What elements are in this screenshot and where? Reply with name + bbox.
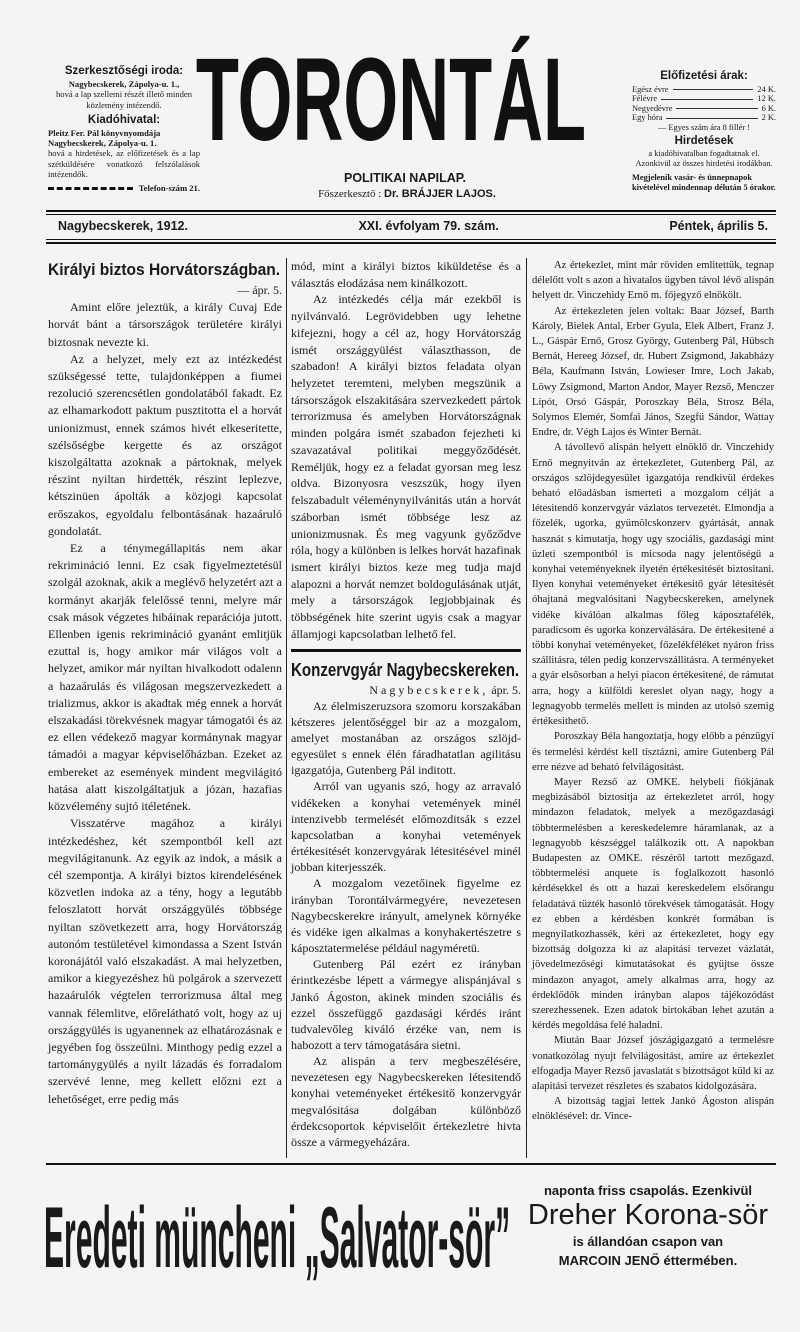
article-paragraph: A távollevő alispán helyett elnöklő dr. Vinczehidy Ernő megnyitván az értekezletet, Gutenberg Pál, az országos szlöjdegyesület igazgatója rendkivül érdekes beható előadásban ismerteti a mozgalom célját a létesitendő konzervgyár vázlatos tervezetét. Elmondja a főzelék, ugorka, gyümölcskonzerv gyártását, annak hasznát s kimutatja, hogy ugy szociális, gazdasági mint üzleti szempontból is micsoda nagy jelentőségü a konyhai veteményeknek ilyetén értékesitését biztositani. Ilyen konyhai veteményeket értékesitő gyár létesitését óhajtaná megvalósitani Nagybecskereken, amelynek vidéke kiválóan alkalmas főleg káposztafélék, paradicsom és ugorka konzerválására. De értékesitené a többi konyhai veteményeket, főzelékféléket nyáron friss szállitásra, télen pedig konzervszállitásra. A terményeket a gyár elsősorban a helyi piacon értékesitené, de rámutat arra, hogy a külföldi kereslet olyan nagy, hogy a legnagyobb termelés mellett is minden az utolsó szemig értékesithető. — [532, 442, 774, 728]
prices-heading: Előfizetési árak: — [660, 70, 748, 82]
divider — [46, 242, 776, 244]
leader-dash — [666, 113, 757, 119]
price-row — [632, 104, 776, 114]
office-note: hová a lap szellemi részét illető minden közlemény intézendő. — [55, 89, 193, 110]
article-paragraph: Az értekezleten jelen voltak: Baar József, Barth Károly, Bielek Antal, Erber Gyula, Elek Albert, Franz J. L., Gáspár Ernő, Grosz György, Gutenberg Pál, Hübsch Bernát, Hereeg József, dr. Hubert Zsigmond, Jakabházy Béla, Kaufmann István, Lowieser Imre, Loch Jakab, Löwy Zsigmond, Marton Andor, Mayer Rezső, Menczer Lipót, Orsó Gáspár, Poroszkay Béla, Strosz Béla, Solymos Elemér, Somfai János, Szegfü Sándor, Wattay Endre, dr. Végh Lajos és Winter Bernát. — [532, 305, 774, 439]
publisher-address: Nagybecskerek, Zápolya-u. 1. — [48, 138, 157, 149]
editor-line — [262, 188, 552, 200]
advertisement-headline: Eredeti müncheni „Salvator-sör” — [44, 1190, 511, 1286]
price-row — [632, 94, 776, 104]
editor-label: Főszerkesztő : — [318, 188, 382, 200]
single-issue-price: — Egyes szám ára 8 fillér ! — [657, 122, 751, 132]
ad-brand: Dreher Korona-sör — [527, 1199, 769, 1231]
office-heading: Szerkesztőségi iroda: — [64, 65, 184, 77]
article-paragraph: mód, mint a királyi biztos kiküldetése és a választás elodázása nem kinálkozott. — [291, 259, 521, 290]
price-value: 12 K. — [757, 94, 776, 104]
leader-dash — [673, 85, 754, 91]
ad-line: naponta friss csapolás. Ezenkivül — [543, 1183, 753, 1198]
article-dateline: — ápr. 5. — [237, 283, 282, 297]
article-headline: Királyi biztos Horvátországban. — [48, 260, 281, 279]
leader-dash — [661, 94, 753, 100]
article-paragraph: Az értekezlet, mint már röviden emlitettük, tegnap délelőtt volt s azon a hivatalos ügyben távol lévő alispán helyett dr. Vinczehidy Ernő m. főjegyző elnökölt. — [532, 260, 774, 302]
ads-heading: Hirdetések — [674, 134, 734, 147]
price-value: 6 K. — [761, 103, 776, 113]
issue-number: XXI. évfolyam 79. szám. — [358, 219, 499, 233]
article-paragraph: Gutenberg Pál ezért ez irányban érintkezésbe lépett a vármegye alispánjával s Jankó Ágoston, akinek minden szociális és ezzel összefüggő gazdasági kérdés iránt tudvalevőleg kiváló érzéke van, nem is habozott a terv támogatására sietni. — [291, 957, 521, 1052]
column-divider — [286, 258, 287, 1158]
price-row — [632, 85, 776, 95]
divider — [46, 239, 776, 240]
issue-date: Péntek, április 5. — [669, 219, 768, 233]
office-address: Nagybecskerek, Zápolya-u. 1., — [68, 79, 180, 90]
ad-restaurant: MARCOIN JENŐ éttermében. — [558, 1253, 738, 1268]
ad-line: is állandóan csapon van — [572, 1234, 724, 1249]
price-label: Egész évre — [632, 84, 669, 94]
column-3 — [532, 258, 774, 1125]
article-divider — [291, 649, 521, 652]
article-paragraph: Az élelmiszeruzsora szomoru korszakában kétszeres jelentőséggel bir az a mozgalom, amelyet mostanában az országos szlöjd-egyesület s ennek élén fáradhatatlan agilitásu igazgatója, Gutenberg Pál inditott. — [291, 698, 521, 778]
ornament-bar — [48, 183, 133, 190]
divider — [46, 210, 776, 212]
price-label: Egy hóra — [632, 113, 663, 123]
publication-schedule: Megjelenik vasár- és ünnepnapok kivételével mindennap délután 5 órakor. — [632, 173, 776, 192]
editor-name: Dr. BRÁJJER LAJOS. — [384, 188, 496, 200]
price-value: 2 K. — [761, 113, 776, 123]
place-year: Nagybecskerek, 1912. — [58, 219, 188, 233]
masthead-office-info — [48, 64, 200, 193]
divider — [46, 214, 776, 215]
dateline-place: Nagybecskerek, — [369, 682, 489, 697]
publisher-note: hová a hirdetések, az előfizetések és a lap szétküldésére vonatkozó felszólalások intézendők. — [48, 148, 200, 179]
price-label: Félévre — [632, 94, 658, 104]
article-paragraph: Miután Baar József jószágigazgató a termelésre vonatkozólag nyujt felvilágositást, amire az értekezlet elfogadja Mayer Rezső javaslatát s bizottságot küld ki az alapitási tervezet részletes és szabatos kidolgozására. — [532, 1035, 774, 1092]
column-1 — [48, 258, 282, 1108]
masthead-subscription-info — [632, 70, 776, 193]
article-paragraph: Az a helyzet, mely ezt az intézkedést szükségessé tette, tulajdonképpen a fiumei rezolució szerencsétlen gondolatából fakadt. Ez az elhamarkodott paktum pusztitotta el a horvát unionizmust, ennek számos hivét elkeseritette, szélsőségbe kergette és az országot kiszolgáltatta azoknak a pártoknak, melyek részint nyiltan hirdették, részint leplezve, kétszinüen ápolták a közjogi kapcsolat erőszakos, egyoldalu felbontásának hazaáruló gondolatát. — [48, 351, 282, 538]
leader-dash — [676, 104, 757, 110]
article-paragraph: Visszatérve magához a királyi intézkedéshez, két szempontból kell azt megvilágitanunk. Az egyik az indok, a másik a cél szempontja. A királyi biztos kirendelésének közvetlen indoka az a tény, hogy a legutább feloszlatott horvát országgyülés többsége nyiltan szövetkezett arra, hogy Horvátország autonóm testületével kimondassa a Szent István koronájától való elszakadást. A mai helyzetben, amikor a kiegyezéshez hü polgárok a szervezett hazaárulók végtelen terrorizmusa által meg vannak félemlitve, előrelátható volt, hogy az uj országgyülés is ugyanennek az elhatározásnak e jegyében fog összeülni. Minthogy pedig ezzel a tartománygyülés a nyilt lázadás és forradalom szervévé lenne, meg kellett előzni ezt a lehetőséget, erre pedig más — [48, 816, 282, 1106]
advertisement-divider — [46, 1163, 776, 1165]
article-paragraph: Amint előre jeleztük, a király Cuvaj Ede horvát bánt a társországok területére királyi biztosnak nevezte ki. — [48, 300, 282, 349]
issue-date-bar — [58, 219, 768, 233]
article-dateline — [291, 682, 521, 698]
article-paragraph: Ez a ténymegállapitás nem akar rekrimináció lenni. Ez csak figyelmeztetésül szolgál azoknak, akik a meglévő helyzetért azt a kormányt akarják felelőssé tenni, melyre már csak mások végzetes hibáinak reparációja jutott. Ellenben igenis rekrimináció gyanánt emlitjük ezuttal is, hogy amikor már világos volt a helyzet, amikor már nyiltan hivalkodott odalenn a hazaárulás és világosan megszervezkedett a trializmus, akkor is akadtak még ennek a horvát elszakadási törekvésnek magyar támogatói és az ez ellen védekező magyar kormánynak magyar támadói a magyar képviselőházban. Ezeket az embereket az események mindent megvilágitó hatása alatt kiszolgáltatjuk a józan, hazafias közvélemény sujtó itéletének. — [48, 541, 282, 814]
publisher-name: Pleitz Fer. Pál könyvnyomdája — [48, 128, 161, 139]
article-paragraph: Arról van ugyanis szó, hogy az arravaló vidékeken a konyhai vetemények minél intenzivebb termelését előmozditsák s ezzel kapcsolatban a konyhai vetemények értékesitését konzervgyárak létesitésével minél jobban kiterjesszék. — [291, 779, 521, 875]
price-label: Negyedévre — [632, 103, 673, 113]
article-paragraph: Mayer Rezső az OMKE. helybeli fiókjának megbizásából biztositja az értekezletet arról, hogy mindazon feladatok, melyek a mezőgazdasági többtermelésben a kereskedelemre háramlanak, az a legnagyobb készséggel találkozik ott. A napokban Budapesten az OMKE. részéről tartott mezőgazd. többtermelési anquete is foglalkozott hasonló kérdésekkel és ott a hazai kereskedelem elsőrangu feladatává tüzték hasonló törekvések támogatását. Hogy ez ebben a kérdésben konkrét formában is megnyilatkozhassék, kéri az értekezletet, hogy egy bizottság dolgozza ki az alapitási tervezet vázlatát, jövedelmezőségi kimutatásokat és gyüjtse össze mindazon anyagot, amely alkalmas arra, hogy az érdeklődők minden irányban alapos tájékozódást szerezhessenek. Ezen adatok birtokában lehet azután a kérdés megoldása felé haladni. — [532, 776, 774, 1032]
article-headline: Konzervgyár Nagybecskereken. — [291, 659, 520, 680]
dateline-date: ápr. 5. — [491, 682, 521, 697]
article-paragraph: A mozgalom vezetőinek figyelme ez irányban Torontálvármegyére, nevezetesen Nagybecskerekre irányult, amelynek környéke és vidéke igen alkalmas a konyhakertészetre s káposztatermelése például nagyméretü. — [291, 876, 521, 956]
article-paragraph: A bizottság tagjai lettek Jankó Ágoston alispán elnöklésével: dr. Vince- — [532, 1096, 774, 1123]
price-value: 24 K. — [757, 84, 776, 94]
ads-note: a kiadóhivatalban fogadtatnak el. Azonkivül az összes hirdetési irodákban. — [635, 149, 773, 168]
article-paragraph: Poroszkay Béla hangoztatja, hogy előbb a pénzügyi és termelési kérdést kell tisztázni, amire Gutenberg Pál erre nézve ad beható felvilágositást. — [532, 731, 774, 773]
article-paragraph: Az intézkedés célja már ezekből is nyilvánvaló. Legrövidebben ugy lehetne kifejezni, hogy a cél az, hogy Horvátország ismét országgyülést választhasson, de szabadon! A királyi biztos feladata olyan helyzetet teremteni, melyben megszünik a társországok elszakitására szervezkedett pártok terrorizmusa és amelyben Horvátországnak minden polgára ismét szabadon fejezheti ki szavazatával politikai meggyőződését. Reméljük, hogy ez a feladat gyorsan meg lesz oldva. Bizonyosra veszszük, hogy ilyen felszabadult véleménynyilvánitás után a horvát száborban ismét többsége lesz az unionizmusnak. És meg vagyunk győződve róla, hogy a különben is lelkes horvát hazafinak ismert királyi biztos keze meg tudja majd alapozni a horvát nemzet boldogulásának utját, mely a társországok legjobbjainak és többségének hite szerint ugyis csak a magyar államjogi kapcsolatban lelhető fel. — [291, 292, 521, 641]
price-row — [632, 113, 776, 123]
publisher-heading: Kiadóhivatal: — [87, 113, 161, 126]
phone-number: Telefon-szám 21. — [138, 183, 200, 194]
article-paragraph: Az alispán a terv megbeszélésére, nevezetesen egy Nagybecskereken létesitendő konyhai veteményeket értékesitő konzervgyár megvalósitása dolgában különböző érdekcsoportok képviselőit értekezletre hivta össze a vármegyeházára. — [291, 1054, 521, 1149]
column-divider — [526, 258, 527, 1158]
newspaper-subtitle: POLITIKAI NAPILAP. — [343, 171, 466, 185]
advertisement-details — [520, 1183, 776, 1268]
newspaper-title: TORONTÁL — [195, 34, 587, 166]
column-2 — [291, 258, 521, 1150]
